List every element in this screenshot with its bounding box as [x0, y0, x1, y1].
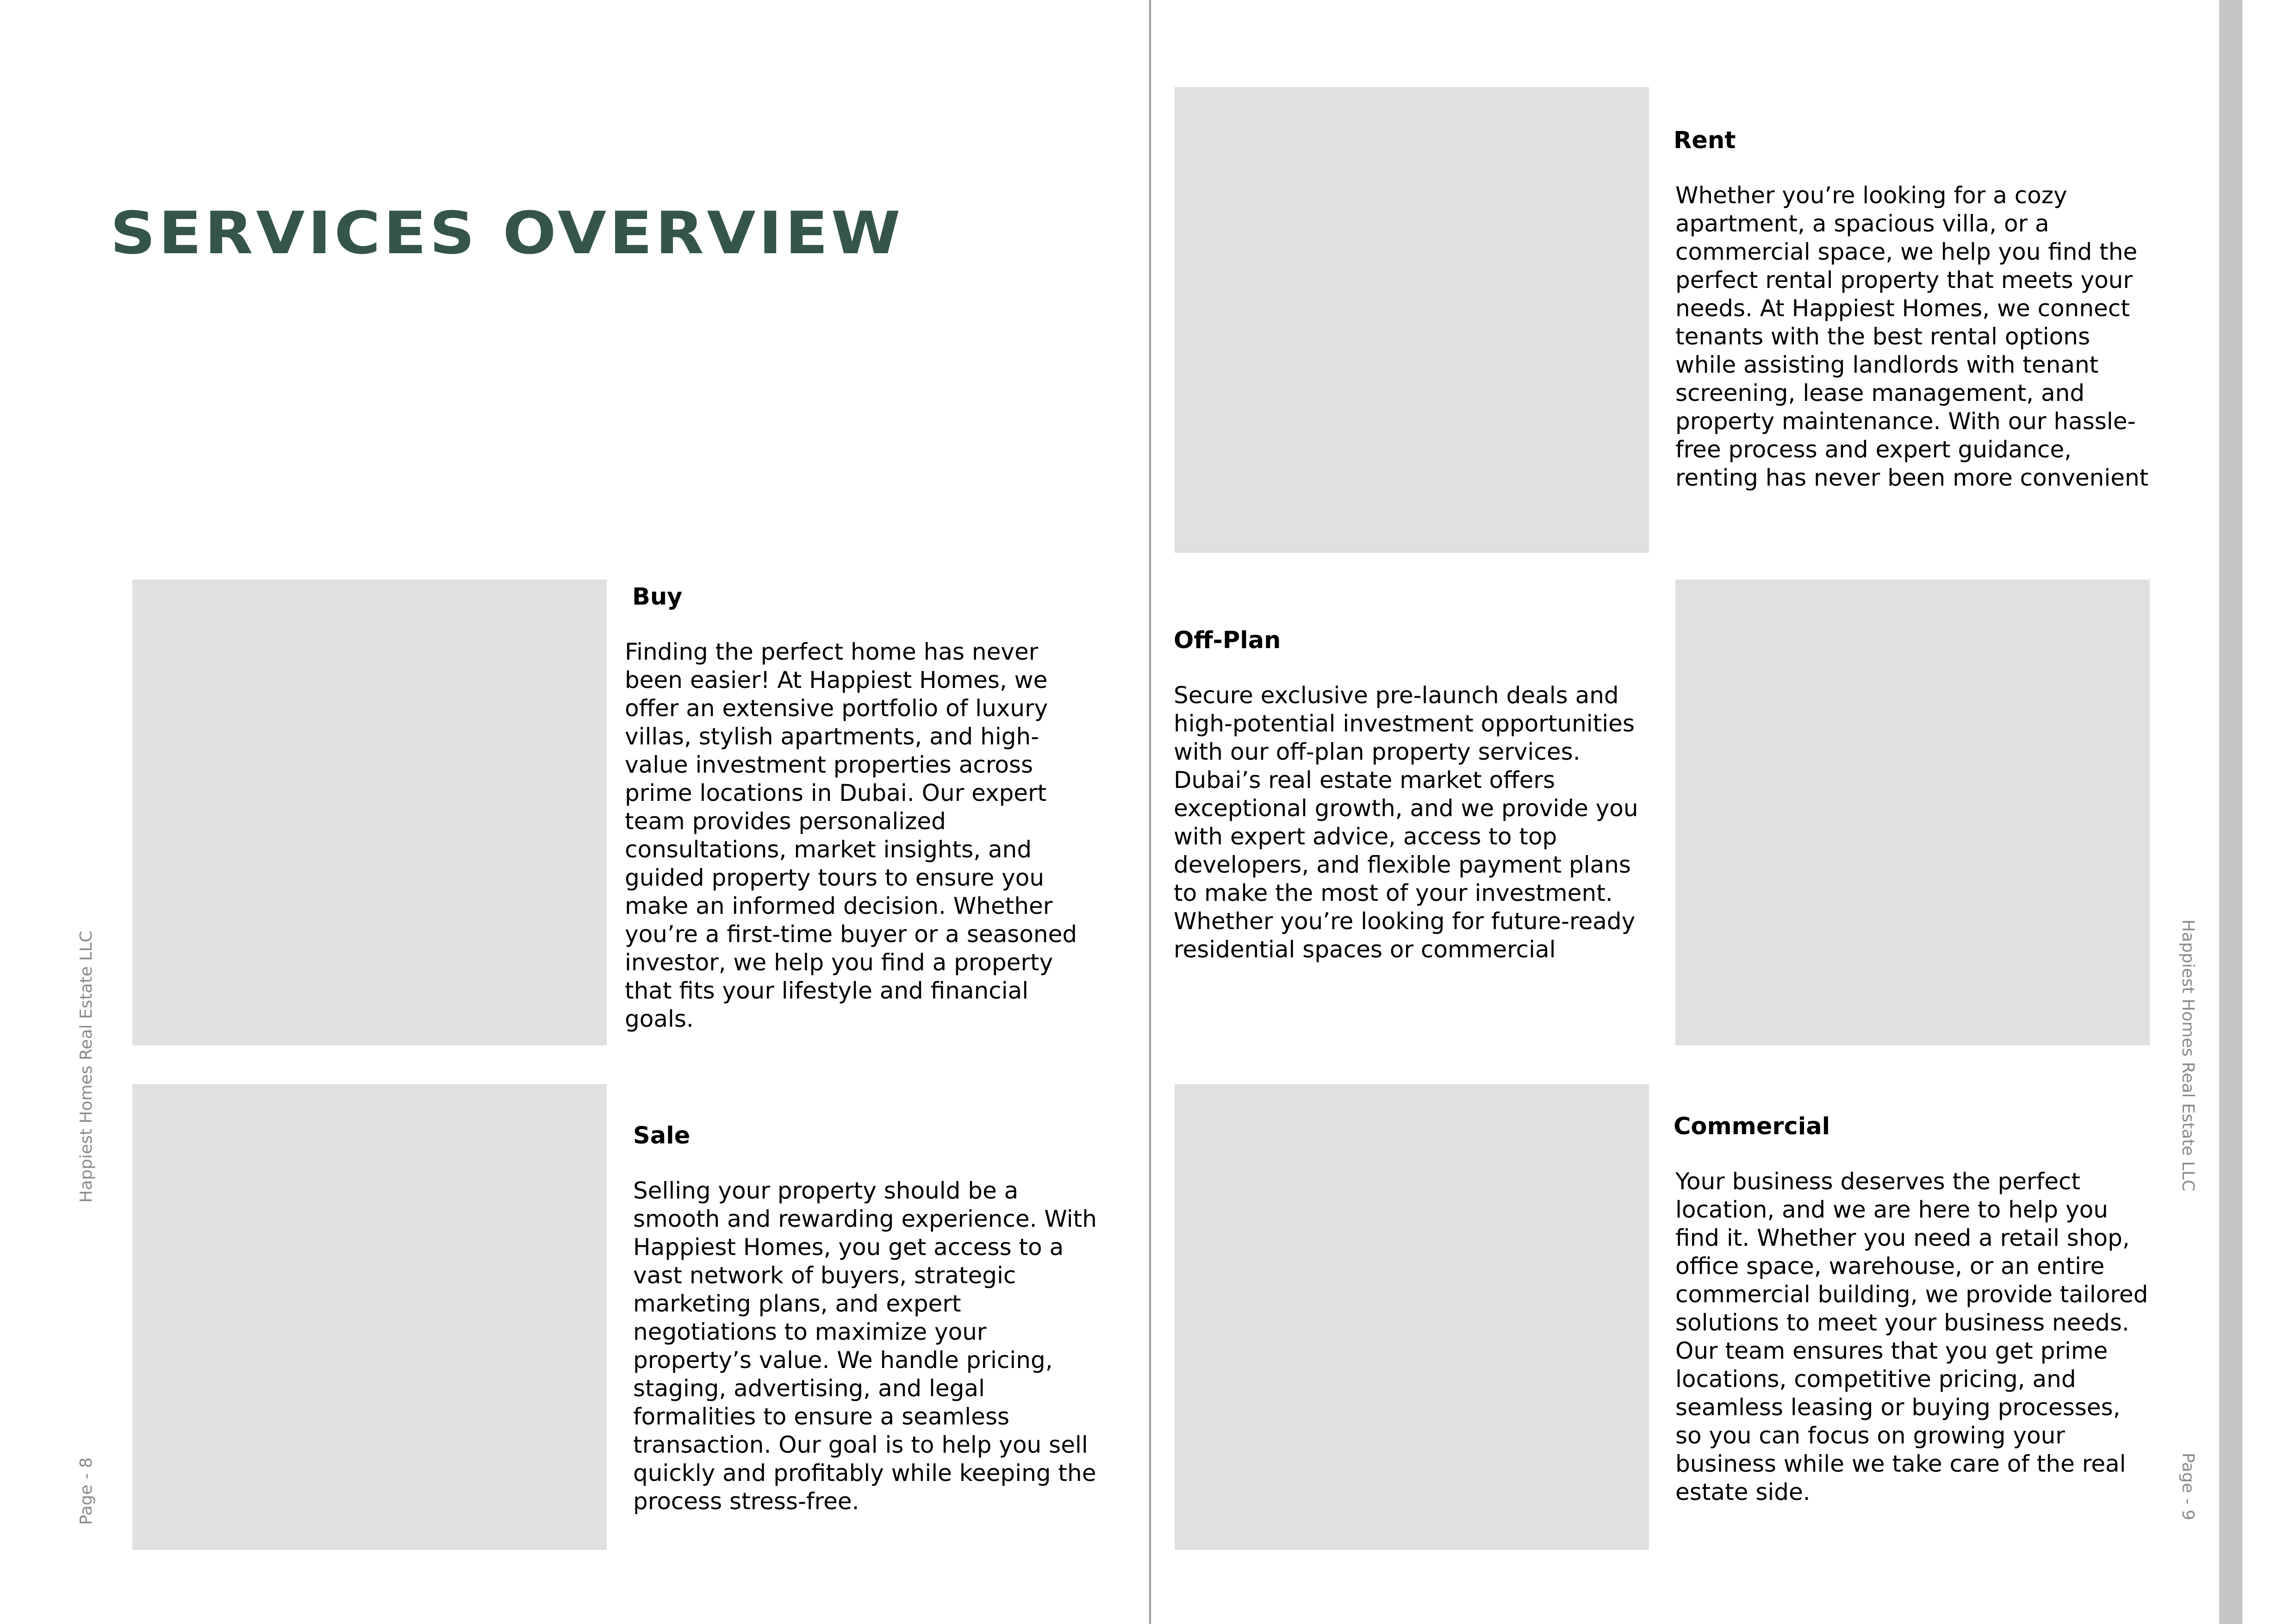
- rent-heading: Rent: [1674, 127, 1736, 154]
- commercial-description: Your business deserves the perfect location, and we are here to help you find it. Whether you need a retail shop, office space, warehouse, or an entire commercial building, we provide tailored solutions to meet your business needs. Our team ensures that you get prime locations, competitive pricing, and seamless leasing or buying processes, so you can focus on growing your business while we take care of the real estate side.: [1675, 1168, 2148, 1505]
- offplan-image-placeholder: [1675, 580, 2150, 1045]
- left-footer-page-number: Page - 8: [77, 1457, 96, 1525]
- buy-heading: Buy: [632, 583, 683, 611]
- page-divider: [1149, 0, 1151, 1624]
- rent-description: Whether you’re looking for a cozy apartment, a spacious villa, or a commercial space, we help you find the perfect rental property that meets your needs. At Happiest Homes, we connect tenants with the best rental options while assisting landlords with tenant screening, lease management, and property maintenance. With our hassle-free process and expert guidance, renting has never been more convenient: [1675, 182, 2149, 491]
- buy-description: Finding the perfect home has never been easier! At Happiest Homes, we offer an extensive portfolio of luxury villas, stylish apartments, and high-value investment properties across prime locations in Dubai. Our expert team provides personalized consultations, market insights, and guided property tours to ensure you make an informed decision. Whether you’re a first-time buyer or a seasoned investor, we help you find a property that fits your lifestyle and financial goals.: [625, 638, 1077, 1032]
- page-title: SERVICES OVERVIEW: [110, 199, 904, 267]
- sale-heading: Sale: [633, 1122, 691, 1149]
- buy-image-placeholder: [132, 580, 607, 1045]
- sale-image-placeholder: [132, 1084, 607, 1550]
- right-footer-company: Happiest Homes Real Estate LLC: [2178, 919, 2197, 1192]
- commercial-image-placeholder: [1175, 1084, 1649, 1550]
- right-edge-bar: [2219, 0, 2242, 1624]
- left-footer-company: Happiest Homes Real Estate LLC: [77, 931, 96, 1203]
- offplan-heading: Off-Plan: [1174, 627, 1281, 654]
- offplan-description: Secure exclusive pre-launch deals and high-potential investment opportunities with our off-plan property services. Dubai’s real estate market offers exceptional growth, and we provide you with expert advice, access to top developers, and flexible payment plans to make the most of your investment. Whether you’re looking for future-ready residential spaces or commercial: [1174, 682, 1638, 963]
- rent-image-placeholder: [1175, 87, 1649, 553]
- sale-description: Selling your property should be a smooth and rewarding experience. With Happiest Homes, you get access to a vast network of buyers, strategic marketing plans, and expert negotiations to maximize your property’s value. We handle pricing, staging, advertising, and legal formalities to ensure a seamless transaction. Our goal is to help you sell quickly and profitably while keeping the process stress-free.: [633, 1177, 1097, 1515]
- right-footer-page-number: Page - 9: [2178, 1453, 2197, 1520]
- commercial-heading: Commercial: [1674, 1113, 1830, 1140]
